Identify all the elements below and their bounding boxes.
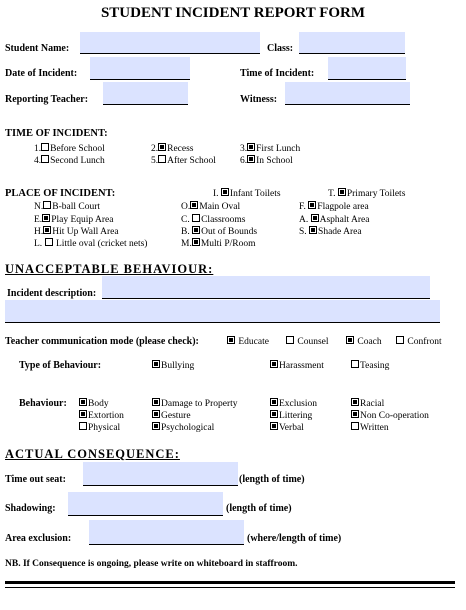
behaviour-label: Behaviour: bbox=[19, 398, 67, 409]
behaviour-option-physical[interactable] bbox=[79, 422, 120, 433]
checkbox[interactable] bbox=[192, 226, 200, 234]
option-label: Body bbox=[88, 399, 109, 409]
class-label: Class: bbox=[267, 43, 294, 54]
type-option-harassment[interactable] bbox=[270, 360, 324, 371]
comm-option-educate[interactable] bbox=[227, 336, 269, 347]
place-option-out-of-bounds[interactable] bbox=[181, 226, 257, 237]
student-name-label: Student Name: bbox=[5, 43, 70, 54]
shadowing-underline bbox=[68, 515, 223, 516]
option-number: 1. bbox=[34, 144, 42, 154]
option-label: After School bbox=[167, 156, 216, 166]
form-title: STUDENT INCIDENT REPORT FORM bbox=[100, 5, 366, 21]
description-underline-2 bbox=[5, 322, 440, 323]
checkbox[interactable] bbox=[270, 398, 278, 406]
option-code: L. bbox=[34, 239, 43, 249]
student-name-underline bbox=[80, 53, 260, 54]
place-option-multi-p-room[interactable] bbox=[181, 238, 255, 249]
checkbox[interactable] bbox=[152, 398, 160, 406]
behaviour-section-heading: UNACCEPTABLE BEHAVIOUR: bbox=[5, 262, 214, 276]
checkbox[interactable] bbox=[79, 410, 87, 418]
checkbox[interactable] bbox=[221, 188, 229, 196]
time-underline bbox=[328, 79, 406, 80]
option-label: Before School bbox=[50, 144, 105, 154]
option-label: Racial bbox=[360, 399, 385, 409]
option-code: F. bbox=[299, 202, 306, 212]
date-of-incident-field[interactable] bbox=[90, 57, 190, 79]
option-label: Recess bbox=[167, 144, 194, 154]
date-of-incident-label: Date of Incident: bbox=[5, 68, 78, 79]
option-code: H. bbox=[34, 227, 44, 237]
date-underline bbox=[90, 79, 190, 80]
comm-option-counsel[interactable] bbox=[286, 336, 329, 347]
option-number: 2. bbox=[151, 144, 159, 154]
behaviour-option-damage-to-property[interactable] bbox=[152, 398, 238, 409]
place-section-heading: PLACE OF INCIDENT: bbox=[5, 188, 116, 199]
behaviour-option-body[interactable] bbox=[79, 398, 109, 409]
bottom-rule-thin bbox=[5, 587, 455, 588]
checkbox[interactable] bbox=[247, 143, 255, 151]
behaviour-option-extortion[interactable] bbox=[79, 410, 124, 421]
place-option-hit-up-wall-area[interactable] bbox=[34, 226, 119, 237]
place-option-flagpole-area[interactable] bbox=[299, 201, 369, 212]
checkbox[interactable] bbox=[42, 214, 50, 222]
checkbox[interactable] bbox=[346, 336, 354, 344]
option-code: I. bbox=[213, 189, 219, 199]
place-option-main-oval[interactable] bbox=[181, 201, 240, 212]
option-label: Gesture bbox=[161, 411, 191, 421]
checkbox[interactable] bbox=[158, 143, 166, 151]
option-code: S. bbox=[299, 227, 307, 237]
checkbox[interactable] bbox=[270, 360, 278, 368]
behaviour-option-gesture[interactable] bbox=[152, 410, 191, 421]
option-label: Play Equip Area bbox=[51, 215, 114, 225]
checkbox[interactable] bbox=[227, 336, 235, 344]
time-option-recess[interactable] bbox=[151, 143, 194, 154]
checkbox[interactable] bbox=[351, 360, 359, 368]
option-label: Hit Up Wall Area bbox=[52, 227, 119, 237]
class-field[interactable] bbox=[299, 32, 405, 53]
checkbox[interactable] bbox=[41, 143, 49, 151]
option-code: C. bbox=[181, 215, 190, 225]
option-label: Physical bbox=[88, 423, 121, 433]
incident-description-label: Incident description: bbox=[7, 288, 97, 299]
option-code: T. bbox=[328, 189, 336, 199]
option-label: Asphalt Area bbox=[319, 215, 370, 225]
option-label: Main Oval bbox=[199, 202, 241, 212]
option-code: A. bbox=[299, 215, 309, 225]
communication-mode-label: Teacher communication mode (please check): bbox=[5, 336, 199, 347]
checkbox[interactable] bbox=[152, 360, 160, 368]
option-label: Harassment bbox=[279, 361, 324, 371]
shadowing-label: Shadowing: bbox=[5, 503, 56, 514]
behaviour-option-psychological[interactable] bbox=[152, 422, 214, 433]
option-code: N. bbox=[34, 202, 44, 212]
option-label: B-ball Court bbox=[52, 202, 101, 212]
checkbox[interactable] bbox=[190, 201, 198, 209]
type-option-teasing[interactable] bbox=[351, 360, 389, 371]
checkbox[interactable] bbox=[308, 201, 316, 209]
comm-option-confront[interactable] bbox=[396, 336, 442, 347]
time-option-first-lunch[interactable] bbox=[240, 143, 300, 154]
option-code: M. bbox=[181, 239, 192, 249]
behaviour-option-written[interactable] bbox=[351, 422, 389, 433]
student-name-field[interactable] bbox=[80, 32, 260, 53]
class-underline bbox=[299, 53, 405, 54]
option-label: Little oval (cricket nets) bbox=[55, 239, 148, 249]
option-label: Flagpole area bbox=[317, 202, 369, 212]
option-code: O. bbox=[181, 202, 191, 212]
witness-label: Witness: bbox=[240, 94, 278, 105]
time-out-seat-label: Time out seat: bbox=[5, 474, 66, 485]
option-label: Infant Toilets bbox=[229, 189, 281, 199]
teacher-underline bbox=[103, 104, 188, 105]
option-number: 5. bbox=[151, 156, 159, 166]
behaviour-option-verbal[interactable] bbox=[270, 422, 304, 433]
time-section-heading: TIME OF INCIDENT: bbox=[5, 128, 108, 139]
checkbox[interactable] bbox=[309, 226, 317, 234]
witness-underline bbox=[285, 104, 410, 105]
option-label: Teasing bbox=[360, 361, 390, 371]
option-label: Primary Toilets bbox=[346, 189, 406, 199]
option-label: Multi P/Room bbox=[200, 239, 256, 249]
checkbox[interactable] bbox=[311, 214, 319, 222]
checkbox[interactable] bbox=[45, 238, 53, 246]
consequence-note: NB. If Consequence is ongoing, please write on whiteboard in staffroom. bbox=[5, 559, 298, 569]
time-option-in-school[interactable] bbox=[240, 155, 293, 166]
checkbox[interactable] bbox=[79, 398, 87, 406]
witness-field[interactable] bbox=[285, 82, 410, 104]
checkbox[interactable] bbox=[247, 155, 255, 163]
option-label: Classrooms bbox=[201, 215, 246, 225]
behaviour-option-racial[interactable] bbox=[351, 398, 384, 409]
time-option-after-school[interactable] bbox=[151, 155, 216, 166]
checkbox[interactable] bbox=[351, 422, 359, 430]
consequence-section-heading: ACTUAL CONSEQUENCE: bbox=[5, 447, 180, 461]
option-number: 6. bbox=[240, 156, 248, 166]
checkbox[interactable] bbox=[351, 398, 359, 406]
checkbox[interactable] bbox=[43, 226, 51, 234]
comm-option-coach[interactable] bbox=[346, 336, 382, 347]
option-label: Coach bbox=[357, 337, 382, 347]
time-option-before-school[interactable] bbox=[34, 143, 105, 154]
time-of-incident-field[interactable] bbox=[328, 57, 406, 79]
checkbox[interactable] bbox=[79, 422, 87, 430]
reporting-teacher-field[interactable] bbox=[103, 82, 188, 104]
option-label: Bullying bbox=[161, 361, 195, 371]
option-label: Out of Bounds bbox=[201, 227, 258, 237]
behaviour-option-exclusion[interactable] bbox=[270, 398, 317, 409]
place-option-bball-court[interactable] bbox=[34, 201, 100, 212]
option-number: 4. bbox=[34, 156, 42, 166]
option-label: Shade Area bbox=[318, 227, 362, 237]
time-option-second-lunch[interactable] bbox=[34, 155, 105, 166]
behaviour-option-non-co-operation[interactable] bbox=[351, 410, 429, 421]
checkbox[interactable] bbox=[152, 422, 160, 430]
time-out-seat-field[interactable] bbox=[83, 462, 238, 485]
place-option-asphalt-area[interactable] bbox=[299, 214, 370, 225]
area-exclusion-underline bbox=[89, 544, 244, 545]
checkbox[interactable] bbox=[43, 201, 51, 209]
option-label: Counsel bbox=[297, 337, 329, 347]
type-of-behaviour-label: Type of Behaviour: bbox=[19, 360, 102, 371]
option-label: Second Lunch bbox=[50, 156, 105, 166]
checkbox[interactable] bbox=[270, 422, 278, 430]
option-label: Extortion bbox=[88, 411, 124, 421]
incident-description-field[interactable] bbox=[102, 276, 430, 298]
option-label: Exclusion bbox=[279, 399, 317, 409]
place-option-primary-toilets[interactable] bbox=[328, 188, 405, 199]
checkbox[interactable] bbox=[286, 336, 294, 344]
incident-description-field-2[interactable] bbox=[5, 300, 440, 322]
checkbox[interactable] bbox=[41, 155, 49, 163]
option-label: Psychological bbox=[161, 423, 215, 433]
option-number: 3. bbox=[240, 144, 248, 154]
option-code: B. bbox=[181, 227, 190, 237]
option-label: Confront bbox=[407, 337, 442, 347]
option-label: Damage to Property bbox=[161, 399, 238, 409]
time-out-seat-suffix: (length of time) bbox=[239, 474, 305, 485]
option-label: Educate bbox=[238, 337, 269, 347]
option-label: First Lunch bbox=[256, 144, 301, 154]
place-option-play-equip-area[interactable] bbox=[34, 214, 113, 225]
reporting-teacher-label: Reporting Teacher: bbox=[5, 94, 89, 105]
behaviour-option-littering[interactable] bbox=[270, 410, 312, 421]
type-option-bullying[interactable] bbox=[152, 360, 194, 371]
place-option-classrooms[interactable] bbox=[181, 214, 245, 225]
option-code: E. bbox=[34, 215, 43, 225]
checkbox[interactable] bbox=[152, 410, 160, 418]
option-label: In School bbox=[256, 156, 293, 166]
place-option-infant-toilets[interactable] bbox=[213, 188, 281, 199]
time-out-underline bbox=[83, 485, 238, 486]
checkbox[interactable] bbox=[192, 238, 200, 246]
checkbox[interactable] bbox=[351, 410, 359, 418]
option-label: Littering bbox=[279, 411, 313, 421]
bottom-rule-thick bbox=[5, 581, 455, 584]
checkbox[interactable] bbox=[338, 188, 346, 196]
option-label: Verbal bbox=[279, 423, 304, 433]
option-label: Written bbox=[360, 423, 389, 433]
place-option-little-oval[interactable] bbox=[34, 238, 147, 249]
area-exclusion-label: Area exclusion: bbox=[5, 533, 72, 544]
time-of-incident-label: Time of Incident: bbox=[240, 68, 315, 79]
description-underline-1 bbox=[102, 298, 430, 299]
checkbox[interactable] bbox=[270, 410, 278, 418]
checkbox[interactable] bbox=[192, 214, 200, 222]
checkbox[interactable] bbox=[396, 336, 404, 344]
checkbox[interactable] bbox=[158, 155, 166, 163]
area-exclusion-suffix: (where/length of time) bbox=[247, 533, 342, 544]
shadowing-suffix: (length of time) bbox=[226, 503, 292, 514]
area-exclusion-field[interactable] bbox=[89, 520, 244, 544]
option-label: Non Co-operation bbox=[360, 411, 429, 421]
shadowing-field[interactable] bbox=[68, 492, 223, 515]
place-option-shade-area[interactable] bbox=[299, 226, 362, 237]
